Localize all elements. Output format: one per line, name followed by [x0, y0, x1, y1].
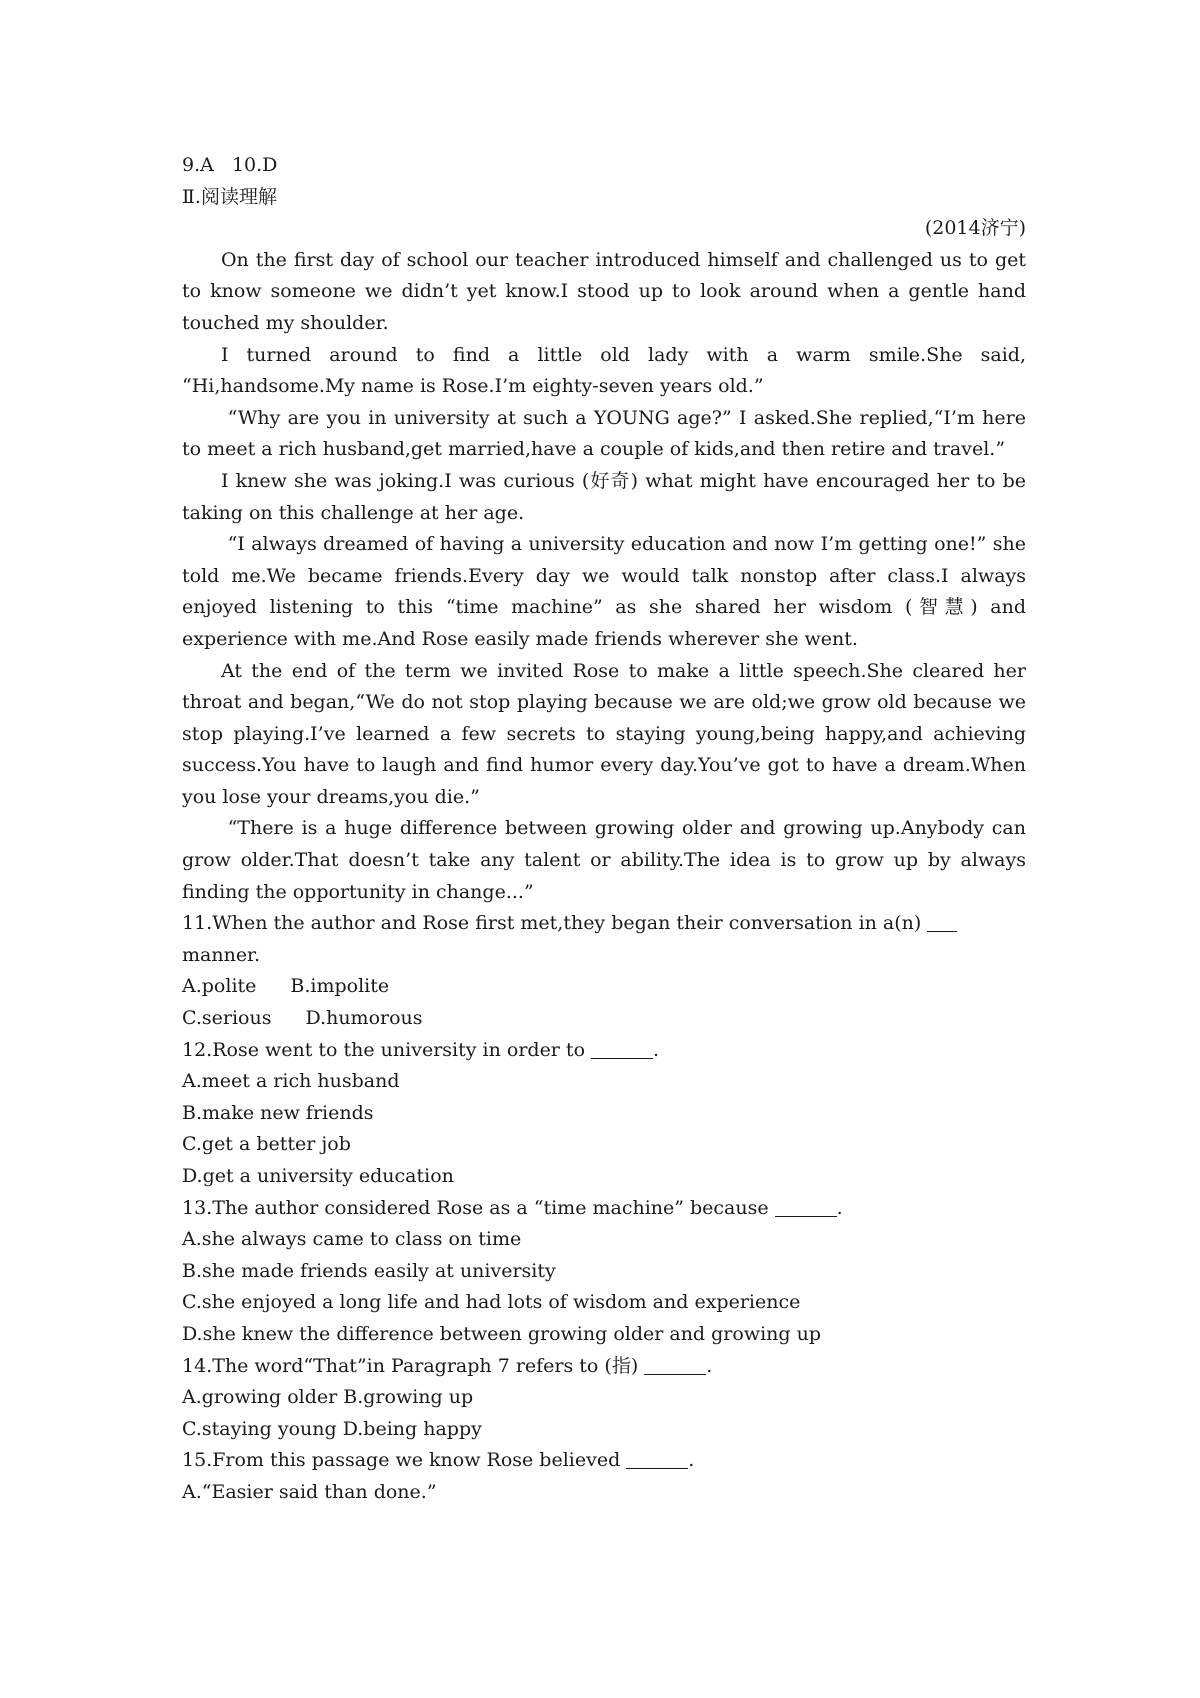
option-b[interactable]: B.she made friends easily at university [182, 1259, 556, 1282]
passage-paragraph: On the first day of school our teacher introduced himself and challenged us to get to know someone we didn’t yet know.I stood up to look around when a gentle hand touched my shoulder. [182, 248, 1026, 334]
passage-paragraph: I turned around to find a little old lady with a warm smile.She said, “Hi,handsome.My name is Rose.I’m eighty-seven years old.” [182, 343, 1026, 398]
option-d[interactable]: D.humorous [305, 1007, 423, 1030]
option-d[interactable]: D.get a university education [182, 1165, 454, 1187]
question-15 [182, 1445, 1026, 1508]
option-a[interactable]: A.meet a rich husband [182, 1070, 400, 1093]
passage-paragraph: At the end of the term we invited Rose to make a little speech.She cleared her throat and began,“We do not stop playing because we are old;we grow old because we stop playing.I’ve learned a few secrets to staying young,being happy,and achieving success.You have to laugh and find humor every day.You’ve got to have a dream.When you lose your dreams,you die.” [182, 659, 1026, 808]
question-stem-continued: manner. [182, 943, 261, 966]
question-stem: 14.The word“That”in Paragraph 7 refers to (指) . [182, 1351, 1026, 1383]
question-stem: 15.From this passage we know Rose believed . [182, 1445, 1026, 1477]
question-stem: 13.The author considered Rose as a “time machine” because . [182, 1193, 1026, 1225]
answer-blank[interactable] [626, 1446, 688, 1469]
question-stem: 11.When the author and Rose first met,they began their conversation in a(n) [182, 908, 1026, 940]
option-a[interactable]: A.she always came to class on time [182, 1228, 522, 1251]
question-13 [182, 1193, 1026, 1351]
passage-paragraph: “Why are you in university at such a YOUNG age?” I asked.She replied,“I’m here to meet a rich husband,get married,have a couple of kids,and then retire and travel.” [182, 406, 1026, 461]
question-stem: 12.Rose went to the university in order to . [182, 1035, 1026, 1067]
option-row [182, 1003, 1026, 1035]
option-b[interactable]: B.impolite [290, 975, 390, 998]
option-b[interactable]: B.make new friends [182, 1101, 374, 1124]
option-row[interactable]: A.growing older B.growing up [182, 1386, 474, 1409]
document-page [182, 150, 1026, 1509]
previous-answers: 9.A 10.D [182, 154, 278, 176]
option-a[interactable]: A.polite [182, 975, 257, 998]
answer-blank[interactable] [591, 1036, 653, 1059]
option-c[interactable]: C.she enjoyed a long life and had lots of wisdom and experience [182, 1291, 801, 1314]
passage-paragraph: “There is a huge difference between growing older and growing up.Anybody can grow older.That doesn’t take any talent or ability.The idea is to grow up by always finding the opportunity in change...” [182, 817, 1026, 903]
reading-passage [182, 245, 1026, 908]
question-14 [182, 1351, 1026, 1446]
passage-paragraph: “I always dreamed of having a university education and now I’m getting one!” she told me.We became friends.Every day we would talk nonstop after class.I always enjoyed listening to this “time machine” as she shared her wisdom (智慧) and experience with me.And Rose easily made friends wherever she went. [182, 533, 1026, 650]
answer-blank[interactable] [644, 1352, 706, 1375]
option-c[interactable]: C.serious [182, 1007, 272, 1030]
option-row[interactable]: C.staying young D.being happy [182, 1417, 482, 1440]
answer-blank[interactable] [775, 1194, 837, 1217]
question-12 [182, 1035, 1026, 1193]
option-a[interactable]: A.“Easier said than done.” [182, 1480, 437, 1503]
passage-source: (2014济宁) [924, 217, 1026, 240]
answer-blank[interactable] [927, 909, 957, 932]
option-row [182, 971, 1026, 1003]
question-11 [182, 908, 1026, 1034]
section-heading: Ⅱ.阅读理解 [182, 185, 277, 208]
option-c[interactable]: C.get a better job [182, 1133, 351, 1156]
passage-paragraph: I knew she was joking.I was curious (好奇) what might have encouraged her to be taking on this challenge at her age. [182, 469, 1026, 524]
option-d[interactable]: D.she knew the difference between growing older and growing up [182, 1322, 821, 1345]
